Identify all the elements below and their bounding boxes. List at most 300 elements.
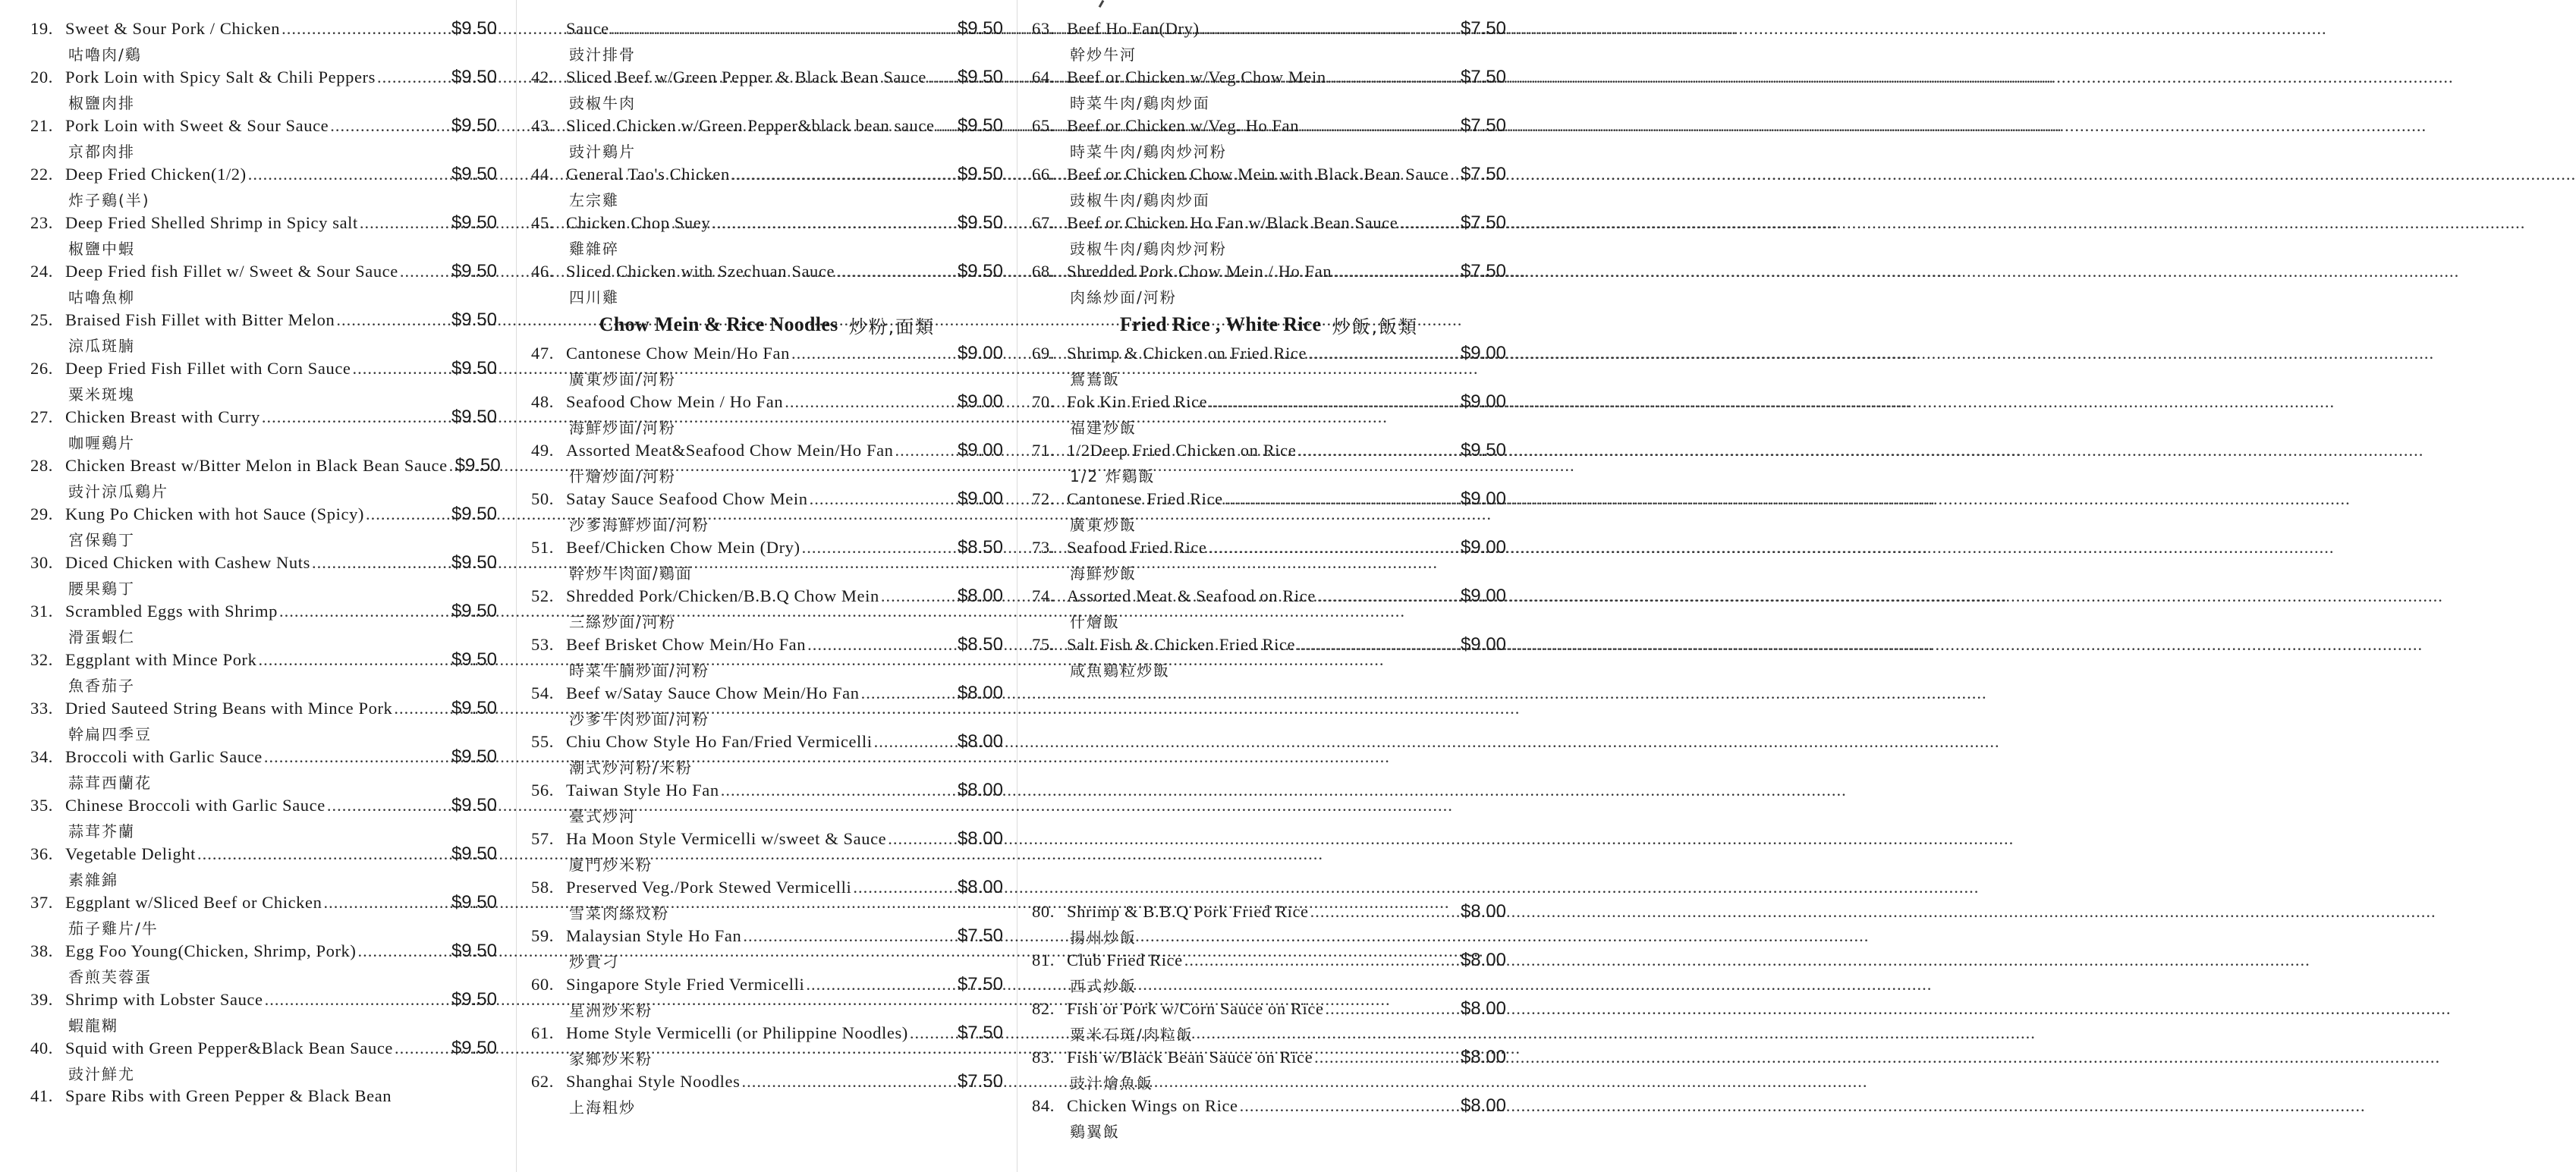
item-name-chinese: 揚州炒飯 [1070, 928, 1137, 947]
item-name: Satay Sauce Seafood Chow Mein [566, 489, 808, 508]
menu-item [1032, 584, 1506, 633]
item-name-chinese: 炸子鷄(半) [68, 191, 150, 209]
item-price: $8.00 [957, 731, 1003, 752]
item-price: $9.50 [451, 115, 497, 136]
dot-leader [1225, 489, 1459, 509]
menu-item [1032, 1094, 1506, 1142]
item-price: $9.50 [957, 115, 1003, 136]
dot-leader [836, 262, 956, 281]
dot-leader [1328, 68, 1459, 87]
item-name: Fish w/Black Bean Sauce on Rice [1067, 1048, 1313, 1067]
item-price: $8.00 [957, 586, 1003, 606]
dot-leader [910, 1023, 956, 1043]
menu-list [531, 17, 1003, 308]
menu-item [1032, 162, 1506, 211]
item-number: 57. [531, 829, 554, 848]
item-name: Taiwan Style Ho Fan [566, 781, 719, 800]
menu-item [1032, 997, 1506, 1045]
menu-item-line [1032, 343, 1506, 364]
item-number: 48. [531, 392, 554, 411]
item-number: 40. [30, 1038, 53, 1057]
item-name: Kung Po Chicken with hot Sauce (Spicy) [65, 504, 365, 523]
item-number: 23. [30, 213, 53, 232]
dot-leader [888, 829, 956, 849]
menu-item-line [30, 67, 497, 88]
menu-item-line [1032, 634, 1506, 655]
item-price: $9.50 [451, 1038, 497, 1058]
menu-item [30, 211, 497, 259]
dot-leader [264, 747, 450, 767]
dot-leader [1297, 635, 1459, 655]
item-price: $9.00 [957, 391, 1003, 412]
item-name: Shredded Pork Chow Mein / Ho Fan [1067, 262, 1332, 281]
menu-item [531, 390, 1003, 438]
dot-leader [853, 878, 956, 897]
dot-leader [449, 456, 454, 476]
item-name: Beef Ho Fan(Dry) [1067, 19, 1200, 38]
menu-item [30, 162, 497, 211]
item-number: 51. [531, 538, 554, 557]
menu-item [30, 308, 497, 357]
menu-item [1032, 65, 1506, 114]
item-name-chinese: 星洲炒米粉 [569, 1001, 653, 1020]
menu-item [1032, 900, 1506, 948]
item-number: 67. [1032, 213, 1055, 232]
dot-leader [330, 116, 450, 136]
item-name: Beef or Chicken Ho Fan w/Black Bean Sauce [1067, 213, 1398, 232]
dot-leader [279, 602, 450, 621]
menu-item [531, 65, 1003, 114]
item-price: $9.50 [451, 407, 497, 427]
item-name: Egg Foo Young(Chicken, Shrimp, Pork) [65, 941, 357, 960]
item-name: Deep Fried Chicken(1/2) [65, 165, 247, 184]
menu-item [1032, 1045, 1506, 1094]
item-price: $9.00 [1460, 489, 1506, 509]
item-name: 1/2Deep Fried Chicken on Rice [1067, 441, 1297, 460]
item-price: $9.00 [957, 343, 1003, 363]
dot-leader [1301, 116, 1459, 136]
menu-item [30, 17, 497, 65]
item-name-chinese: 幹炒牛河 [1070, 46, 1137, 64]
item-name: Eggplant with Mince Pork [65, 650, 257, 669]
dot-leader [336, 310, 450, 330]
item-name-chinese: 椒鹽肉排 [68, 94, 135, 112]
menu-item [1032, 438, 1506, 487]
item-name: Chicken Breast w/Bitter Melon in Black Bean Sauce [65, 456, 448, 475]
item-name: Shrimp & B.B.Q Pork Fried Rice [1067, 902, 1309, 921]
item-name-chinese: 上海粗炒 [569, 1098, 636, 1117]
item-price: $9.50 [451, 67, 497, 87]
menu-item [1032, 114, 1506, 162]
item-number: 29. [30, 504, 53, 523]
item-name-chinese: 雪菜肉絲炆粉 [569, 904, 669, 922]
item-name-chinese: 潮式炒河粉/米粉 [569, 759, 693, 777]
item-name-chinese: 福建炒飯 [1070, 419, 1137, 437]
item-price: $9.50 [451, 844, 497, 864]
dot-leader [1184, 950, 1459, 970]
menu-item-line [531, 780, 1003, 801]
item-number: 74. [1032, 586, 1055, 605]
item-name-chinese: 粟米石斑/肉粒飯 [1070, 1026, 1194, 1044]
item-price: $7.50 [1460, 115, 1506, 136]
item-price: $9.50 [451, 552, 497, 573]
menu-item [531, 1070, 1003, 1118]
menu-item [531, 972, 1003, 1021]
item-name: Malaysian Style Ho Fan [566, 926, 742, 945]
item-name-chinese: 粟米斑塊 [68, 385, 135, 404]
item-name-chinese: 四川雞 [569, 288, 619, 306]
menu-item [531, 730, 1003, 778]
item-name-chinese: 咕嚕魚柳 [68, 288, 135, 306]
menu-item-line [30, 115, 497, 137]
item-price: $8.00 [957, 877, 1003, 897]
item-price: $9.50 [451, 649, 497, 670]
section-title: Fried Rice , White Rice [1119, 313, 1322, 335]
menu-item-line [1032, 586, 1506, 607]
item-name-chinese: 素雜錦 [68, 871, 118, 889]
menu-item-line [30, 212, 497, 234]
menu-item-line [30, 407, 497, 428]
item-number: 26. [30, 359, 53, 378]
item-name-chinese: 宮保鷄丁 [68, 531, 135, 549]
item-name: Beef or Chicken w/Veg. Ho Fan [1067, 116, 1300, 135]
dot-leader [721, 781, 956, 800]
item-name: Sweet & Sour Pork / Chicken [65, 19, 281, 38]
item-number: 36. [30, 844, 53, 863]
menu-item-line [531, 877, 1003, 898]
item-name: Sliced Chicken with Szechuan Sauce [566, 262, 835, 281]
menu-item [531, 259, 1003, 308]
menu-item-line [531, 683, 1003, 704]
item-number: 20. [30, 68, 53, 86]
menu-item-line [30, 18, 497, 39]
menu-item [531, 487, 1003, 536]
menu-item-line [1032, 18, 1506, 39]
item-number: 55. [531, 732, 554, 751]
item-name: Deep Fried fish Fillet w/ Sweet & Sour Sauce [65, 262, 398, 281]
item-name-chinese: 腰果鷄丁 [68, 580, 135, 598]
item-price: $8.00 [1460, 901, 1506, 922]
item-name-chinese: 海鮮炒面/河粉 [569, 419, 676, 437]
menu-item-line [1032, 212, 1506, 234]
item-name: Sliced Chicken w/Green Pepper&black bean sauce [566, 116, 935, 135]
item-number: 45. [531, 213, 554, 232]
item-name: Fok Kin Fried Rice [1067, 392, 1208, 411]
dot-leader [197, 844, 450, 864]
item-price: $9.50 [451, 358, 497, 379]
dot-leader [611, 19, 956, 39]
item-name-chinese: 鴛鴦飯 [1070, 370, 1120, 388]
dot-leader [802, 538, 956, 558]
menu-item-line [30, 552, 497, 573]
item-number: 59. [531, 926, 554, 945]
menu-item-line [531, 828, 1003, 850]
dot-leader [881, 586, 956, 606]
dot-leader [810, 489, 956, 509]
dot-leader [395, 1038, 450, 1058]
item-name-chinese: 咖喱鷄片 [68, 434, 135, 452]
item-name-chinese: 家鄉炒米粉 [569, 1050, 653, 1068]
menu-item [30, 648, 497, 696]
item-name-chinese: 香煎芙蓉蛋 [68, 968, 152, 986]
dot-leader [712, 213, 956, 233]
item-number: 63. [1032, 19, 1055, 38]
item-name-chinese: 什燴飯 [1070, 613, 1120, 631]
item-name-chinese: 咕嚕肉/鷄 [68, 46, 142, 64]
item-name: Shrimp with Lobster Sauce [65, 990, 263, 1009]
dot-leader [259, 650, 450, 670]
menu-item-line [1032, 67, 1506, 88]
dot-leader [327, 796, 450, 815]
menu-item-line [531, 18, 1003, 39]
item-name: Spare Ribs with Green Pepper & Black Bean [65, 1086, 392, 1105]
item-name-chinese: 鷄翼飯 [1070, 1123, 1120, 1141]
dot-leader [861, 683, 956, 703]
section-title-chinese: 炒飯,飯類 [1332, 316, 1419, 338]
dot-leader [741, 1072, 956, 1092]
menu-item-line [531, 731, 1003, 753]
item-name: Braised Fish Fillet with Bitter Melon [65, 310, 335, 329]
menu-list [1032, 900, 1506, 1142]
section-header-fried-rice [1032, 308, 1506, 341]
item-number: 38. [30, 941, 53, 960]
item-name-chinese: 炒貴刁 [569, 953, 619, 971]
menu-item-line [531, 67, 1003, 88]
menu-column-2 [531, 17, 1003, 1162]
item-number: 46. [531, 262, 554, 281]
item-name-chinese: 肉絲炒面/河粉 [1070, 288, 1177, 306]
menu-item [30, 745, 497, 793]
menu-item-line [531, 212, 1003, 234]
menu-item [531, 17, 1003, 65]
item-name-chinese: 西式炒飯 [1070, 977, 1137, 995]
item-name-chinese: 茄子雞片/牛 [68, 919, 159, 938]
item-number: 56. [531, 781, 554, 800]
menu-item [531, 681, 1003, 730]
item-number: 52. [531, 586, 554, 605]
menu-item-line [531, 261, 1003, 282]
dot-leader [936, 116, 956, 136]
dot-leader [282, 19, 450, 39]
menu-item-line [30, 358, 497, 379]
item-price: $9.50 [451, 212, 497, 233]
item-name-chinese: 沙爹牛肉炒面/河粉 [569, 710, 709, 728]
dot-leader [323, 893, 449, 913]
item-name: Club Fried Rice [1067, 950, 1183, 969]
menu-item-line [1032, 1095, 1506, 1117]
menu-item [30, 454, 501, 502]
menu-item-line [531, 537, 1003, 558]
item-price: $7.50 [957, 974, 1003, 994]
item-price: $9.50 [1460, 440, 1506, 460]
item-name: Beef or Chicken w/Veg.Chow Mein [1067, 68, 1326, 86]
item-price: $9.50 [451, 989, 497, 1010]
dot-leader [1209, 538, 1459, 558]
section-header-chow-mein [531, 308, 1003, 341]
item-number: 53. [531, 635, 554, 654]
section-title-chinese: 炒粉,面類 [848, 316, 936, 338]
menu-item-line [30, 698, 497, 719]
item-number: 60. [531, 975, 554, 994]
item-price: $9.00 [1460, 634, 1506, 655]
item-name-chinese: 蒜茸西蘭花 [68, 774, 152, 792]
item-number: 80. [1032, 902, 1055, 921]
item-name: Sliced Beef w/Green Pepper & Black Bean Sauce [566, 68, 926, 86]
item-number: 84. [1032, 1096, 1055, 1115]
item-name-chinese: 廣東炒飯 [1070, 516, 1137, 534]
menu-item [531, 778, 1003, 827]
item-number: 54. [531, 683, 554, 702]
item-name: Fish or Pork w/Corn Sauce on Rice [1067, 999, 1324, 1018]
item-number: 68. [1032, 262, 1055, 281]
item-number: 47. [531, 344, 554, 363]
item-number: 82. [1032, 999, 1055, 1018]
item-price: $9.50 [454, 455, 501, 476]
menu-item-line [531, 115, 1003, 137]
item-name-chinese: 豉汁涼瓜鷄片 [68, 482, 168, 501]
menu-item [30, 1085, 497, 1133]
item-name: Chicken Breast with Curry [65, 407, 260, 426]
item-name-chinese: 京都肉排 [68, 143, 135, 161]
item-name: Assorted Meat & Seafood on Rice [1067, 586, 1316, 605]
menu-item-line [30, 746, 497, 768]
menu-item [30, 65, 497, 114]
item-name-chinese: 時菜牛肉/鷄肉炒面 [1070, 94, 1210, 112]
item-number: 44. [531, 165, 554, 184]
dot-leader [360, 213, 450, 233]
item-name: Vegetable Delight [65, 844, 197, 863]
menu-item [30, 405, 497, 454]
menu-item-line [30, 309, 497, 331]
item-name-chinese: 廣東炒面/河粉 [569, 370, 676, 388]
menu-item [531, 211, 1003, 259]
item-name: Deep Fried Fish Fillet with Corn Sauce [65, 359, 351, 378]
item-price: $7.50 [957, 1071, 1003, 1092]
item-number: 58. [531, 878, 554, 897]
item-number: 21. [30, 116, 53, 135]
item-price: $7.50 [1460, 261, 1506, 281]
item-name-chinese: 豉汁鮮尤 [68, 1065, 135, 1083]
menu-item [30, 114, 497, 162]
item-price: $8.00 [1460, 998, 1506, 1019]
item-name: Cantonese Chow Mein/Ho Fan [566, 344, 790, 363]
item-number: 39. [30, 990, 53, 1009]
item-name-chinese: 滑蛋蝦仁 [68, 628, 135, 646]
item-price: $8.00 [957, 828, 1003, 849]
item-price: $9.00 [1460, 343, 1506, 363]
menu-item-line [1032, 537, 1506, 558]
item-number: 66. [1032, 165, 1055, 184]
menu-item-line [30, 504, 497, 525]
menu-item [30, 891, 497, 939]
menu-item-line [531, 974, 1003, 995]
menu-item-line [1032, 998, 1506, 1020]
item-name-chinese: 幹炒牛肉面/鷄面 [569, 564, 693, 583]
item-name: Preserved Veg./Pork Stewed Vermicelli [566, 878, 852, 897]
item-name: Sauce [566, 19, 609, 38]
menu-item [1032, 390, 1506, 438]
section-title: Chow Mein & Rice Noodles [599, 313, 838, 335]
menu-item-line [1032, 164, 1506, 185]
dot-leader [248, 165, 450, 184]
menu-item-line [1032, 901, 1506, 922]
item-name-chinese: 豉椒牛肉 [569, 94, 636, 112]
item-name: Chicken Chop Suey [566, 213, 711, 232]
item-name: Assorted Meat&Seafood Chow Mein/Ho Fan [566, 441, 894, 460]
menu-item [531, 875, 1003, 924]
dot-leader [1209, 392, 1459, 412]
item-name-chinese: 時菜牛腩炒面/河粉 [569, 661, 709, 680]
item-price: $8.00 [1460, 1095, 1506, 1116]
item-price: $8.50 [957, 537, 1003, 558]
item-name-chinese: 豉汁燴魚飯 [1070, 1074, 1153, 1092]
item-name-chinese: 魚香茄子 [68, 677, 135, 695]
item-name-chinese: 幹扁四季豆 [68, 725, 152, 743]
menu-item [531, 827, 1003, 875]
item-name-chinese: 豉汁鷄片 [569, 143, 636, 161]
menu-item [30, 259, 497, 308]
item-number: 62. [531, 1072, 554, 1091]
menu-item-line [30, 164, 497, 185]
dot-leader [1333, 262, 1459, 281]
item-number: 30. [30, 553, 53, 572]
menu-item [531, 341, 1003, 390]
item-name-chinese: 廈門炒米粉 [569, 856, 653, 874]
menu-item-line [1032, 1047, 1506, 1068]
dot-leader [1326, 999, 1459, 1019]
item-name: Ha Moon Style Vermicelli w/sweet & Sauce [566, 829, 887, 848]
dot-leader [791, 344, 956, 363]
menu-item-line [30, 649, 497, 671]
menu-item [30, 1036, 497, 1085]
item-name-chinese: 蝦龍糊 [68, 1016, 118, 1035]
item-price: $7.50 [1460, 212, 1506, 233]
item-name-chinese: 海鮮炒飯 [1070, 564, 1137, 583]
menu-item-line [30, 261, 497, 282]
item-name: Chiu Chow Style Ho Fan/Fried Vermicelli [566, 732, 873, 751]
item-price: $9.50 [451, 18, 497, 39]
item-name: Beef/Chicken Chow Mein (Dry) [566, 538, 800, 557]
item-name: Deep Fried Shelled Shrimp in Spicy salt [65, 213, 358, 232]
item-name-chinese: 沙爹海鮮炒面/河粉 [569, 516, 709, 534]
menu-item [531, 633, 1003, 681]
menu-list [30, 17, 501, 1133]
menu-item-line [1032, 489, 1506, 510]
dot-leader [1240, 1096, 1459, 1116]
item-name: Pork Loin with Spicy Salt & Chili Peppers [65, 68, 376, 86]
item-number: 42. [531, 68, 554, 86]
menu-item-line [531, 1071, 1003, 1092]
item-number: 50. [531, 489, 554, 508]
dot-leader [874, 732, 956, 752]
item-price: $8.00 [957, 683, 1003, 703]
item-name-chinese: 雞雜碎 [569, 240, 619, 258]
item-number: 64. [1032, 68, 1055, 86]
menu-item-line [531, 440, 1003, 461]
dot-leader [1317, 586, 1459, 606]
menu-list [1032, 17, 1506, 308]
menu-item [531, 536, 1003, 584]
item-name: General Tao's Chicken [566, 165, 730, 184]
item-number: 65. [1032, 116, 1055, 135]
item-name: Scrambled Eggs with Shrimp [65, 602, 278, 621]
menu-column-1 [30, 17, 501, 1162]
menu-item-line [531, 489, 1003, 510]
menu-item-line [30, 795, 497, 816]
menu-item [30, 842, 497, 891]
item-name: Dried Sauteed String Beans with Mince Pork [65, 699, 393, 718]
item-number: 75. [1032, 635, 1055, 654]
